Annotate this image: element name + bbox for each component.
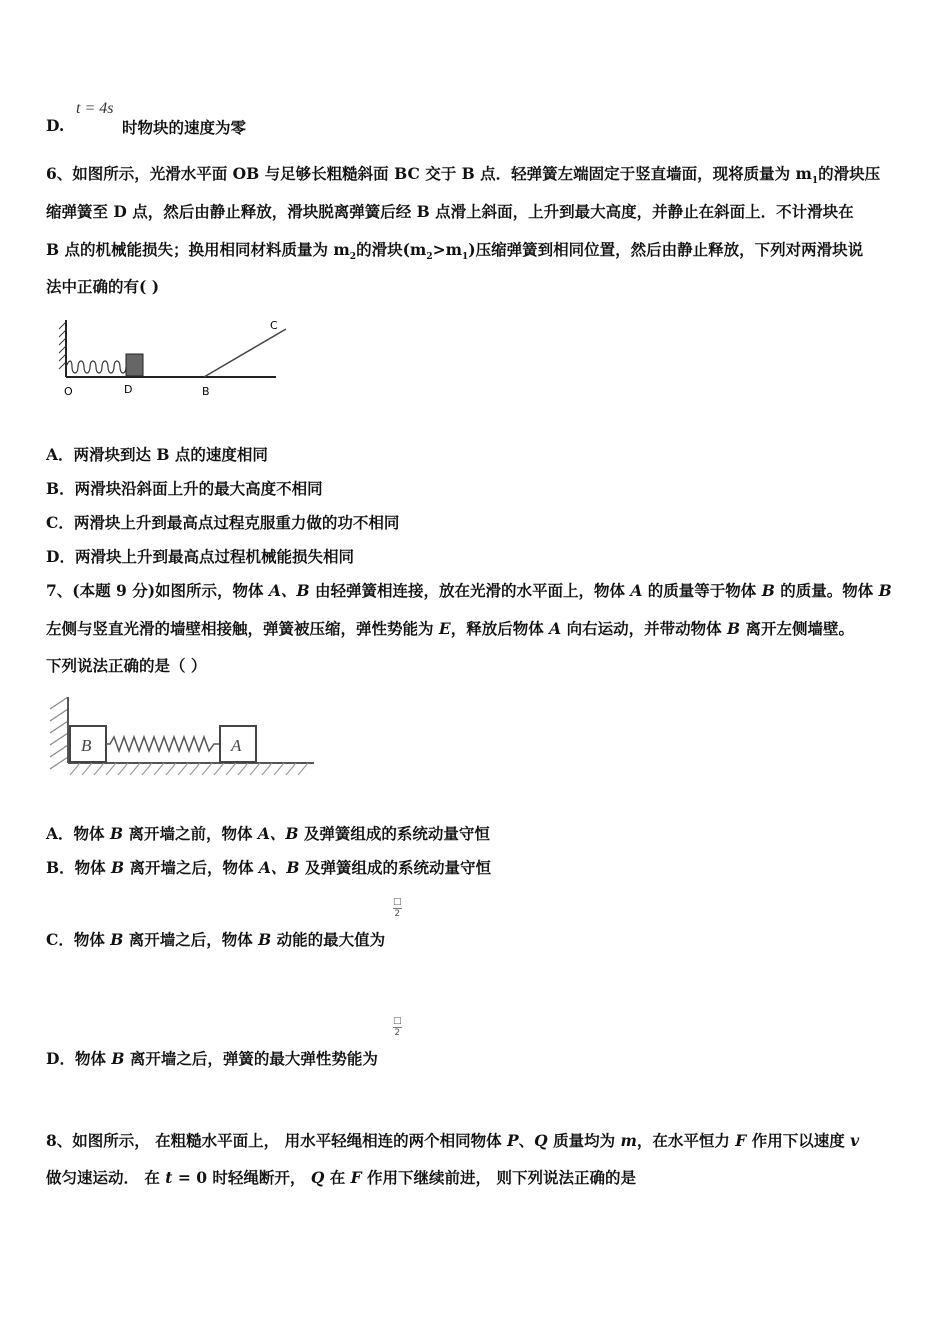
q6-stem-line-2: 缩弹簧至 D 点，然后由静止释放，滑块脱离弹簧后经 B 点滑上斜面，上升到最大高度，并静止在斜面上．不计滑块在 [46,202,854,221]
q7-figure [48,697,316,779]
q8-stem-line-1: 8、如图所示， 在粗糙水平面上， 用水平轻绳相连的两个相同物体 P、Q 质量均为 m，在水平恒力 F 作用下以速度 v [46,1131,860,1150]
q7-option-a: A．物体 B 离开墙之前，物体 A、B 及弹簧组成的系统动量守恒 [46,824,490,843]
q7-option-c-fraction [393,897,402,920]
q5-option-d-label: D. [46,116,65,135]
q6-stem-line-1: 6、如图所示，光滑水平面 OB 与足够长粗糙斜面 BC 交于 B 点．轻弹簧左端固定于竖直墙面，现将质量为 $m_1$的滑块压 [46,164,881,187]
q7-option-d: D．物体 B 离开墙之后，弹簧的最大弹性势能为 [46,1049,378,1068]
q6-option-a: A．两滑块到达 B 点的速度相同 [46,445,268,464]
wall-hatch [59,322,66,369]
q7-option-d-fraction [393,1016,402,1039]
fraction-denominator: 2 [394,1028,401,1038]
block-b-label: B [81,736,92,755]
q7-option-b: B．物体 B 离开墙之后，物体 A、B 及弹簧组成的系统动量守恒 [46,858,491,877]
block-a-label: A [231,736,242,755]
spring [66,361,126,373]
q5-option-d [46,116,64,135]
q5-option-d-text: 时物块的速度为零 [122,118,247,137]
q6-option-c: C．两滑块上升到最高点过程克服重力做的功不相同 [46,513,400,532]
label-d: D [124,383,133,396]
fraction-numerator: □ [393,897,402,907]
slider-block [126,354,143,376]
q6-figure [58,315,293,400]
q6-option-b: B．两滑块沿斜面上升的最大高度不相同 [46,479,323,498]
incline-line [204,329,286,377]
q5-formula: t = 4s [76,100,114,117]
q6-stem-line-4: 法中正确的有( ) [46,277,160,296]
q7-stem-line-1: 7、(本题 9 分)如图所示，物体 A、B 由轻弹簧相连接，放在光滑的水平面上，物体 A 的质量等于物体 B 的质量。物体 B [46,581,892,600]
fraction-numerator: □ [393,1016,402,1026]
q7-stem-line-3: 下列说法正确的是（ ） [46,656,207,675]
label-c: C [270,319,278,332]
q7-stem-line-2: 左侧与竖直光滑的墙壁相接触，弹簧被压缩，弹性势能为 E，释放后物体 A 向右运动，并带动物体 B 离开左侧墙壁。 [46,619,854,638]
label-b: B [202,385,210,398]
label-o: O [64,385,73,398]
q7-option-c: C．物体 B 离开墙之后，物体 B 动能的最大值为 [46,930,386,949]
q8-stem-line-2: 做匀速运动． 在 t = 0 时轻绳断开， Q 在 F 作用下继续前进， 则下列说法正确的是 [46,1168,636,1187]
q6-option-d: D．两滑块上升到最高点过程机械能损失相同 [46,547,354,566]
q6-stem-line-3: B 点的机械能损失；换用相同材料质量为 $m_2$的滑块$(m_2>m_1)$压缩弹簧到相同位置，然后由静止释放，下列对两滑块说 [46,240,864,263]
fraction-denominator: 2 [394,909,401,919]
